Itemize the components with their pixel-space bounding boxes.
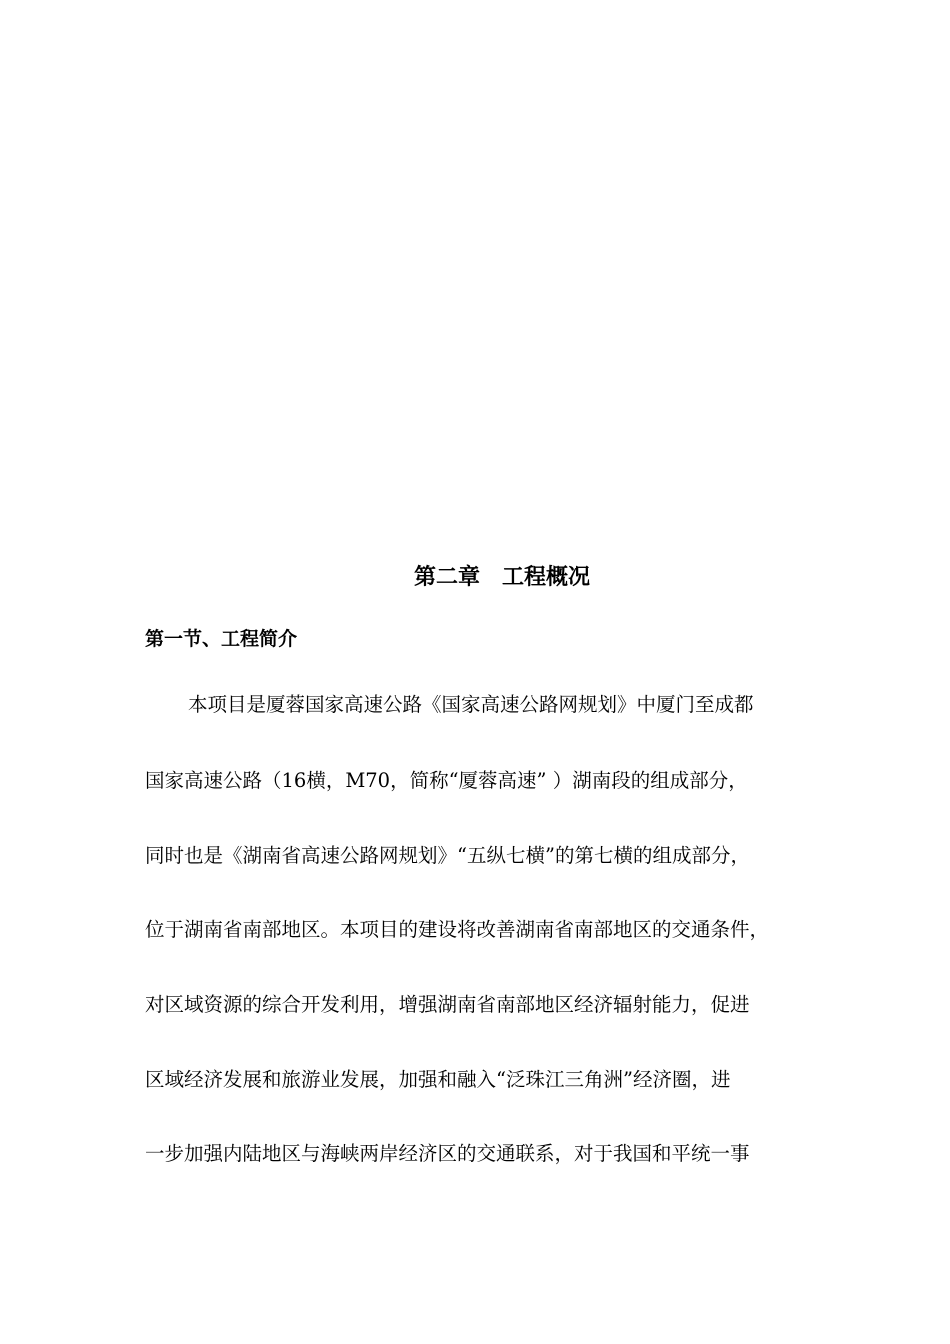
chapter-title: 第二章 工程概况 (413, 564, 590, 590)
paragraph-line: 区域经济发展和旅游业发展，加强和融入“泛珠江三角洲”经济圈，进 (145, 1068, 731, 1091)
paragraph-line: 本项目是厦蓉国家高速公路《国家高速公路网规划》中厦门至成都 (188, 693, 754, 716)
paragraph-line: 一步加强内陆地区与海峡两岸经济区的交通联系，对于我国和平统一事 (145, 1142, 750, 1165)
paragraph-line: 同时也是《湖南省高速公路网规划》“五纵七横”的第七横的组成部分， (145, 844, 750, 867)
section-title: 第一节、工程简介 (145, 628, 298, 650)
paragraph-line: 国家高速公路（16横，M70，简称“厦蓉高速” ）湖南段的组成部分， (145, 769, 748, 792)
paragraph-line: 对区域资源的综合开发利用，增强湖南省南部地区经济辐射能力，促进 (145, 993, 750, 1016)
paragraph-line: 位于湖南省南部地区。本项目的建设将改善湖南省南部地区的交通条件， (145, 918, 770, 941)
